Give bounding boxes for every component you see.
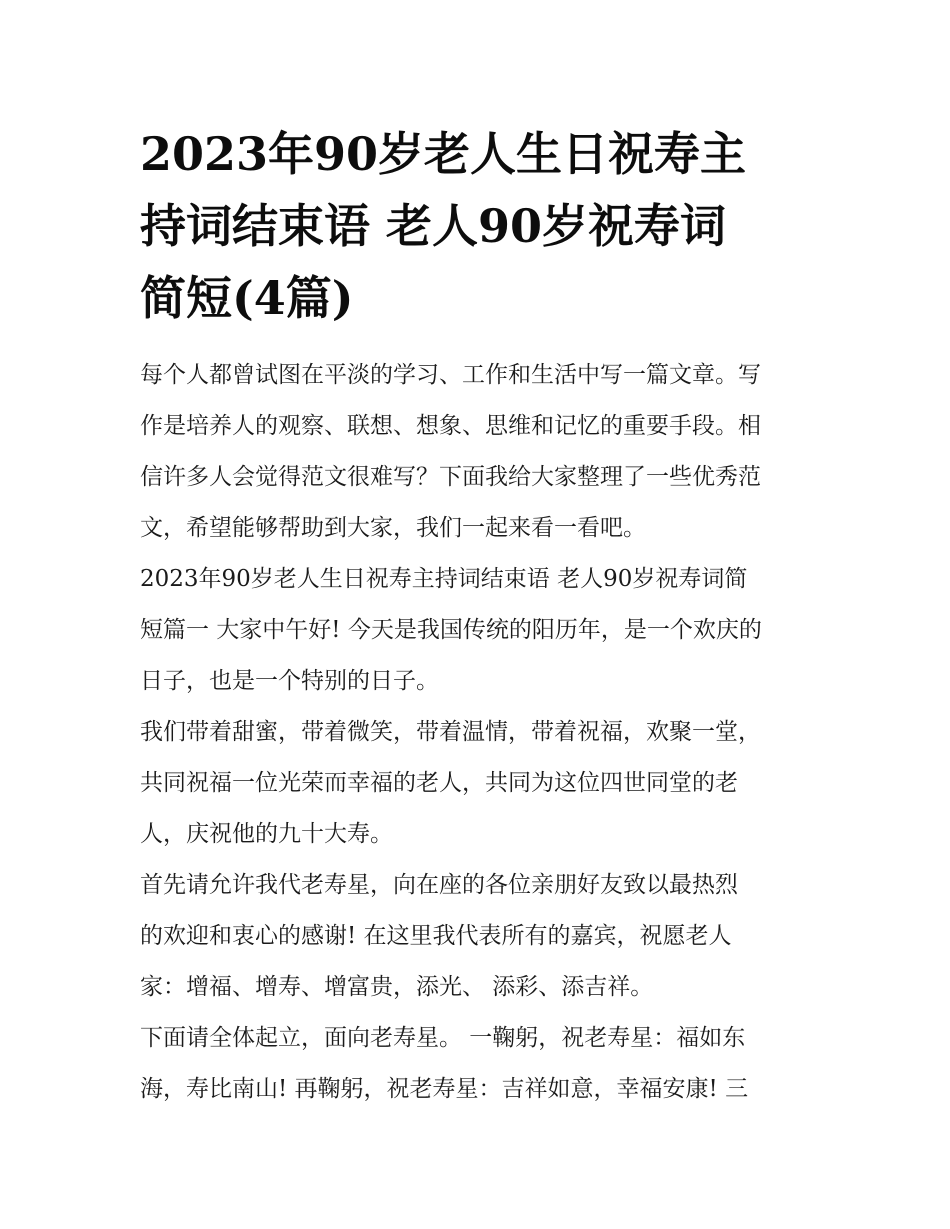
intro-paragraph bbox=[140, 350, 812, 554]
body-paragraph bbox=[140, 1013, 812, 1115]
text-line: 的欢迎和衷心的感谢! 在这里我代表所有的嘉宾，祝愿老人 bbox=[140, 923, 732, 949]
text-line: 海，寿比南山! 再鞠躬，祝老寿星：吉祥如意，幸福安康! 三 bbox=[140, 1076, 749, 1102]
body-paragraph bbox=[140, 707, 812, 860]
text-line: 每个人都曾试图在平淡的学习、工作和生活中写一篇文章。写 bbox=[140, 362, 761, 388]
document-page bbox=[140, 118, 812, 1115]
text-line: 共同祝福一位光荣而幸福的老人，共同为这位四世同堂的老 bbox=[140, 770, 738, 796]
document-title bbox=[140, 118, 812, 334]
section-one-paragraph bbox=[140, 554, 812, 707]
text-line: 日子，也是一个特别的日子。 bbox=[140, 668, 439, 694]
text-line: 我们带着甜蜜，带着微笑，带着温情，带着祝福，欢聚一堂， bbox=[140, 719, 761, 745]
text-line: 下面请全体起立，面向老寿星。 一鞠躬，祝老寿星：福如东 bbox=[140, 1025, 746, 1051]
text-line: 作是培养人的观察、联想、想象、思维和记忆的重要手段。相 bbox=[140, 413, 761, 439]
text-line: 首先请允许我代老寿星，向在座的各位亲朋好友致以最热烈 bbox=[140, 872, 738, 898]
title-line: 2023年90岁老人生日祝寿主 bbox=[140, 127, 747, 181]
text-line: 家：增福、增寿、增富贵，添光、 添彩、添吉祥。 bbox=[140, 974, 654, 1000]
title-line: 持词结束语 老人90岁祝寿词 bbox=[140, 199, 727, 253]
text-line: 人，庆祝他的九十大寿。 bbox=[140, 821, 393, 847]
title-line: 简短(4篇) bbox=[140, 271, 354, 325]
text-line: 文，希望能够帮助到大家，我们一起来看一看吧。 bbox=[140, 515, 646, 541]
body-paragraph bbox=[140, 860, 812, 1013]
text-line: 短篇一 大家中午好! 今天是我国传统的阳历年，是一个欢庆的 bbox=[140, 617, 762, 643]
text-line: 2023年90岁老人生日祝寿主持词结束语 老人90岁祝寿词简 bbox=[140, 566, 748, 592]
document-body bbox=[140, 350, 812, 1115]
text-line: 信许多人会觉得范文很难写？下面我给大家整理了一些优秀范 bbox=[140, 464, 761, 490]
